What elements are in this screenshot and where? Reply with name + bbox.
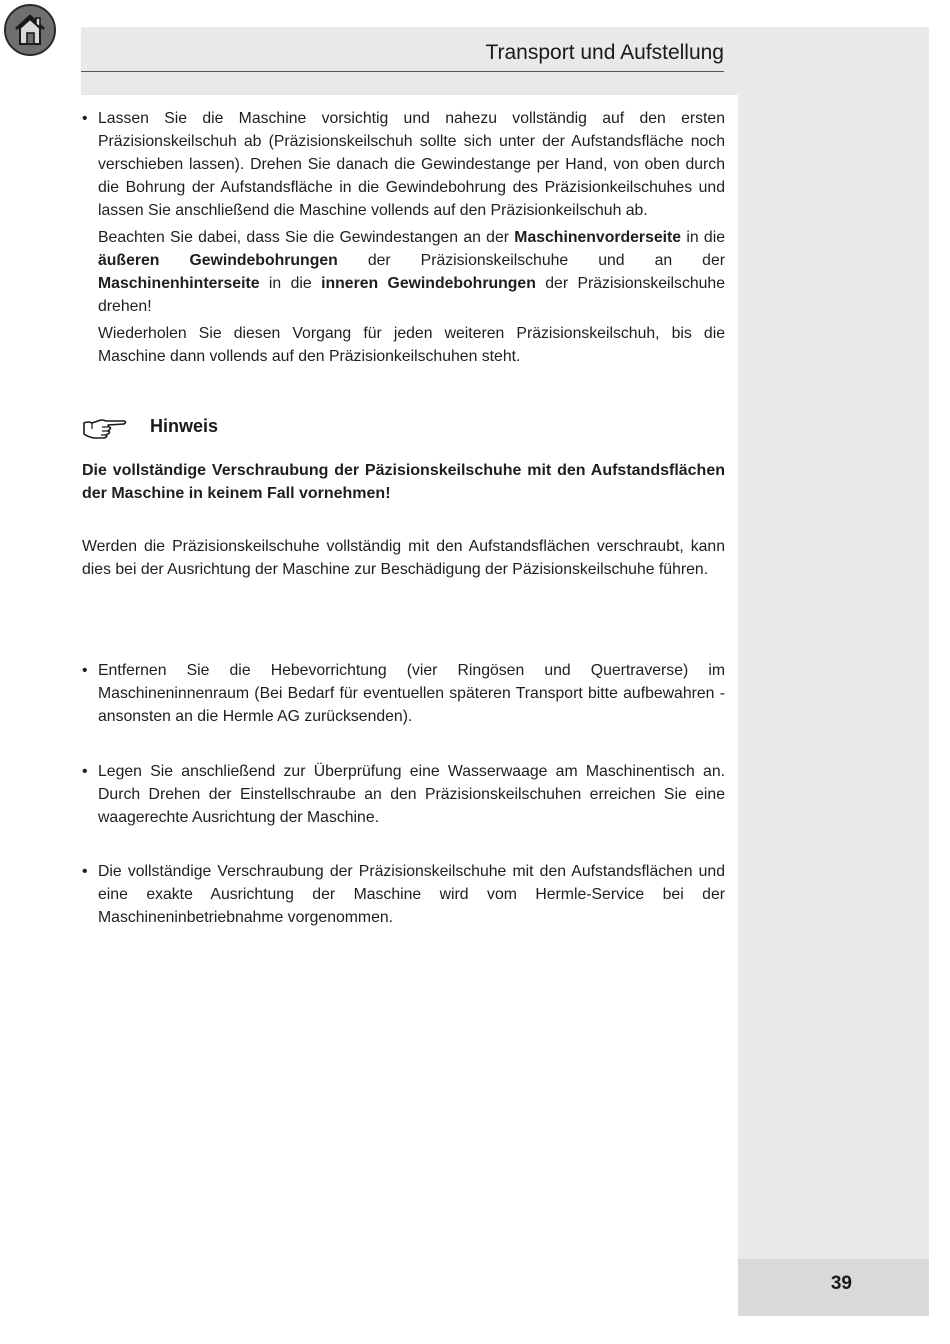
bold-term-innere-gewindebohrungen: inneren Gewindebohrungen (321, 275, 536, 292)
header-divider (81, 71, 724, 72)
bullet-1-paragraph-1: Lassen Sie die Maschine vorsichtig und nahezu vollständig auf den ersten Präzisionskeilschuh ab (Präzisionskeilschuh sollte sich unter der Aufstandsfläche noch verschieben lassen). Drehen Sie danach die Gewindestange per Hand, von oben durch die Bohrung der Aufstandsfläche in die Gewindebohrung des Präzisionkeilschuhes und lassen Sie anschließend die Maschine vollends auf den Präzisionkeilschuh ab. (98, 110, 725, 219)
bullet-text: Entfernen Sie die Hebevorrichtung (vier Ringösen und Quertraverse) im Maschineninnenraum (Bei Bedarf für eventuellen späteren Transport bitte aufbewahren - ansonsten an die Hermle AG zurücksenden). (98, 662, 725, 725)
text-run: der Präzisionskeilschuhe drehen! (98, 275, 725, 315)
bold-term-aeussere-gewindebohrungen: äußeren Gewindebohrungen (98, 252, 338, 269)
page-number: 39 (830, 1273, 852, 1294)
bold-term-maschinenvorderseite: Maschinenvorderseite (514, 229, 682, 246)
text-run: in die (681, 229, 726, 246)
bullet-dot: • (82, 110, 88, 127)
page-title: Transport und Aufstellung (485, 41, 724, 64)
bullet-1-paragraph-3: Wiederholen Sie diesen Vorgang für jeden weiteren Präzisionskeilschuh, bis die Maschine dann vollends auf den Präzisionkeilschuhen steht. (98, 325, 725, 365)
bullet-text: Legen Sie anschließend zur Überprüfung eine Wasserwaage am Maschinentisch an. Durch Drehen der Einstellschraube an den Präzisionskeilschuhen erreichen Sie eine waagerechte Ausrichtung der Maschine. (98, 763, 725, 826)
bullet-item-2 (82, 659, 725, 728)
bullet-1-paragraph-2 (98, 226, 725, 318)
bullet-item-4 (82, 860, 725, 929)
bullet-text: Die vollständige Verschraubung der Präzisionskeilschuhe mit den Aufstandsflächen und eine exakte Ausrichtung der Maschine wird vom Hermle-Service bei der Maschineninbetriebnahme vorgenommen. (98, 863, 725, 926)
text-run: Beachten Sie dabei, dass Sie die Gewindestangen an der (98, 229, 515, 246)
page-header (81, 27, 929, 95)
hint-warning: Die vollständige Verschraubung der Päzisionskeilschuhe mit den Aufstandsflächen der Maschine in keinem Fall vornehmen! (82, 462, 725, 502)
text-run: der Präzisionskeilschuhe und an der (337, 252, 726, 269)
home-button[interactable] (4, 4, 56, 56)
page-number-box (738, 1259, 929, 1316)
hint-paragraph: Werden die Präzisionskeilschuhe vollständig mit den Aufstandsflächen verschraubt, kann dies bei der Ausrichtung der Maschine zur Beschädigung der Päzisionskeilschuhe führen. (82, 538, 725, 578)
home-icon (14, 13, 46, 47)
bullet-dot: • (82, 662, 88, 679)
bullet-item-3 (82, 760, 725, 829)
bullet-dot: • (82, 863, 88, 880)
bullet-item-1 (82, 107, 725, 368)
bullet-text (98, 107, 725, 368)
right-margin-band (738, 95, 929, 1259)
hint-heading (82, 413, 382, 443)
hint-title: Hinweis (150, 416, 219, 436)
pointing-hand-icon (82, 417, 128, 439)
bullet-dot: • (82, 763, 88, 780)
text-run: in die (259, 275, 322, 292)
bold-term-maschinenhinterseite: Maschinenhinterseite (98, 275, 260, 292)
